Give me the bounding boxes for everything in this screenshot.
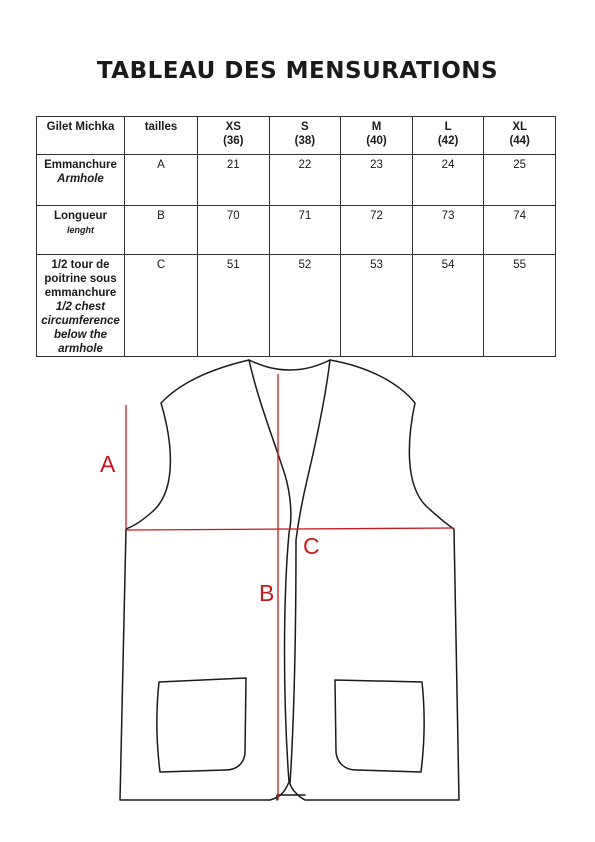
- vest-diagram: [0, 340, 595, 820]
- sizes-label-cell: tailles: [125, 117, 198, 155]
- table-cell: 51: [198, 255, 270, 357]
- row-label-length: Longueur lenght: [37, 206, 125, 255]
- row-label-chest: 1/2 tour de poitrine sous emmanchure 1/2 chest circumference below the armhole: [37, 255, 125, 357]
- row-code: B: [125, 206, 198, 255]
- table-cell: 70: [198, 206, 270, 255]
- table-cell: 23: [341, 155, 413, 206]
- row-label-armhole: Emmanchure Armhole: [37, 155, 125, 206]
- table-cell: 21: [198, 155, 270, 206]
- label-c: C: [303, 533, 320, 559]
- table-cell: 54: [412, 255, 484, 357]
- row-code: A: [125, 155, 198, 206]
- page-title: TABLEAU DES MENSURATIONS: [96, 58, 499, 84]
- table-cell: 24: [412, 155, 484, 206]
- table-row: [37, 155, 556, 206]
- table-cell: 71: [269, 206, 341, 255]
- table-cell: 74: [484, 206, 556, 255]
- table-cell: 73: [412, 206, 484, 255]
- table-cell: 55: [484, 255, 556, 357]
- table-row: [37, 206, 556, 255]
- size-header-xl: XL (44): [484, 117, 556, 155]
- size-header-xs: XS (36): [198, 117, 270, 155]
- size-header-s: S (38): [269, 117, 341, 155]
- left-pocket: [157, 678, 246, 772]
- vest-right-panel: [290, 360, 459, 800]
- table-cell: 25: [484, 155, 556, 206]
- table-cell: 22: [269, 155, 341, 206]
- label-b: B: [259, 580, 275, 606]
- label-a: A: [100, 451, 116, 477]
- size-header-m: M (40): [341, 117, 413, 155]
- product-name-cell: Gilet Michka: [37, 117, 125, 155]
- row-code: C: [125, 255, 198, 357]
- table-cell: 53: [341, 255, 413, 357]
- table-cell: 72: [341, 206, 413, 255]
- size-header-l: L (42): [412, 117, 484, 155]
- right-pocket: [335, 680, 424, 772]
- back-neck-line: [249, 360, 330, 370]
- size-chart-table: [36, 116, 556, 357]
- table-cell: 52: [269, 255, 341, 357]
- table-header-row: [37, 117, 556, 155]
